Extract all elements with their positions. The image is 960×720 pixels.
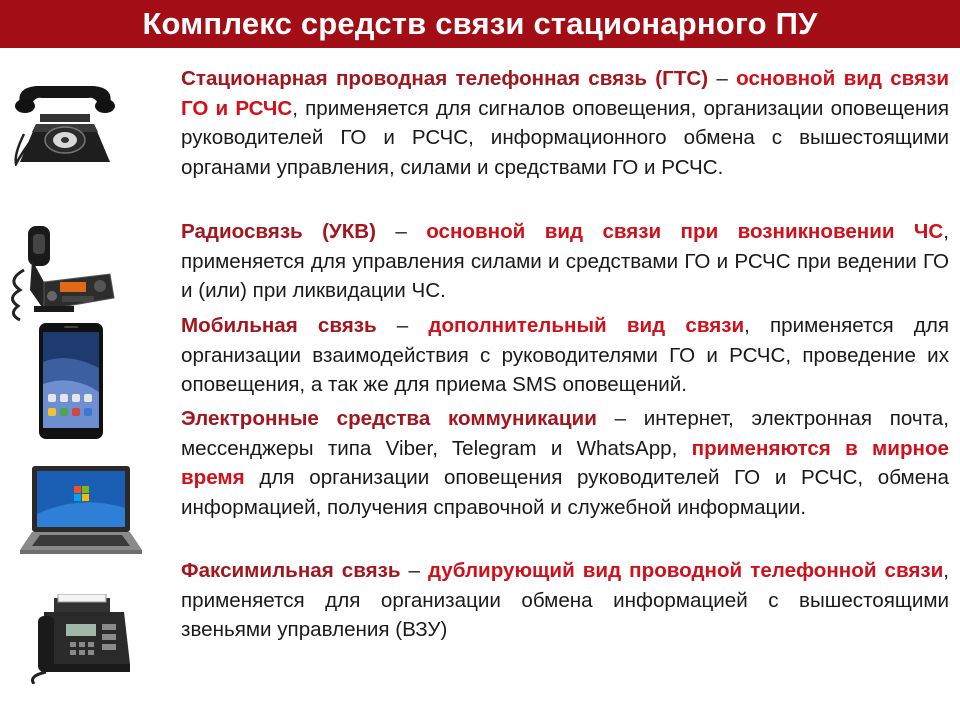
item-separator: – [376, 220, 427, 243]
list-item [181, 64, 949, 182]
title-bar [0, 0, 960, 48]
page-title: Комплекс средств связи стационарного ПУ [142, 6, 818, 41]
item-text: , применяется для организации взаимодействия с руководителями ГО и РСЧС, проведение их оповещения, а так же для приема SMS оповещений. [181, 314, 949, 396]
laptop-icon [20, 464, 142, 556]
list-item [181, 311, 949, 400]
item-separator: – интернет, электронная почта, мессенджеры типа Viber, Telegram и WhatsApp, [181, 407, 949, 460]
item-separator: – [708, 67, 737, 90]
item-highlight: основной вид связи ГО и РСЧС [181, 67, 949, 120]
item-text: , применяется для управления силами и средствами ГО и РСЧС при ведении ГО и (или) при ликвидации ЧС. [181, 220, 949, 302]
item-highlight: дополнительный вид связи [428, 314, 745, 337]
item-term: Мобильная связь [181, 314, 377, 337]
item-text: , применяется для организации обмена информацией с вышестоящими звеньями управления (ВЗУ) [181, 559, 949, 641]
item-highlight: применяются в мирное время [181, 436, 949, 489]
list-item [181, 217, 949, 306]
item-term: Электронные средства коммуникации [181, 407, 597, 430]
item-text: , применяется для сигналов оповещения, организации оповещения руководителей ГО и РСЧС, информационного обмена с вышестоящими органами управления, силами и средствами ГО и РСЧС. [181, 96, 949, 179]
fax-machine-icon [14, 594, 134, 684]
item-highlight: основной вид связи при возникновении ЧС [426, 220, 944, 243]
item-separator: – [376, 314, 429, 337]
rotary-telephone-icon [6, 74, 124, 166]
item-term: Радиосвязь (УКВ) [181, 220, 377, 243]
list-item [181, 556, 949, 645]
smartphone-icon [38, 322, 104, 440]
item-highlight: дублирующий вид проводной телефонной связи [427, 559, 944, 582]
item-separator: – [400, 559, 428, 582]
item-term: Факсимильная связь [181, 559, 401, 582]
item-text: для организации оповещения руководителей ГО и РСЧС, обмена информацией, получения справочной и служебной информации. [181, 466, 949, 519]
item-term: Стационарная проводная телефонная связь (ГТС) [181, 67, 709, 90]
list-item [181, 404, 949, 522]
vhf-radio-icon [4, 220, 122, 322]
